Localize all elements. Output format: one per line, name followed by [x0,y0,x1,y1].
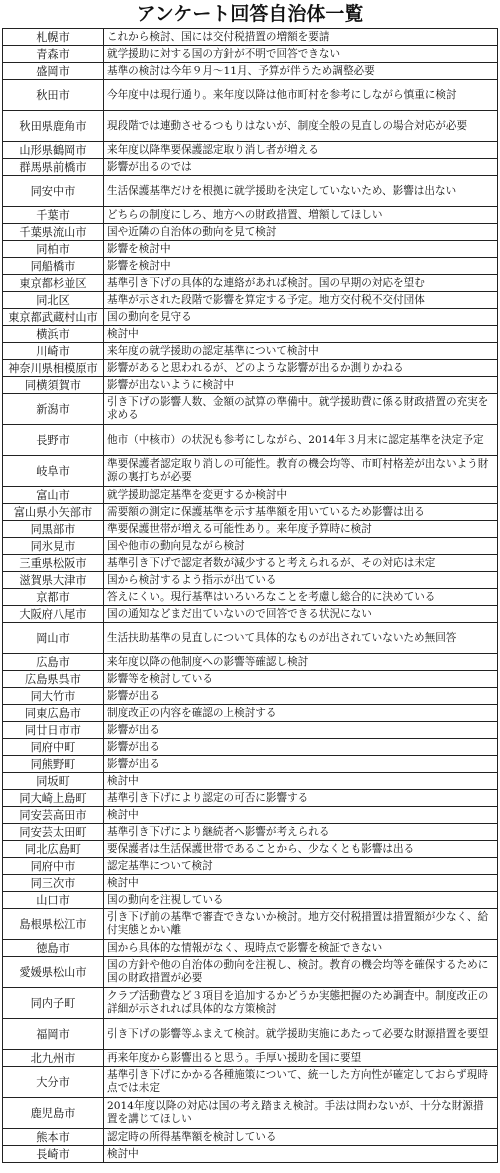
response-cell: 要保護者は生活保護世帯であることから、少なくとも影響は出る [104,841,498,858]
municipality-cell: 徳島市 [3,940,104,957]
municipality-cell: 岡山市 [3,623,104,654]
response-cell: 基準引き下げの具体的な連絡があれば検討。国の早期の対応を望む [104,275,498,292]
response-cell: 検討中 [104,773,498,790]
response-cell: 影響があると思われるが、どのような影響が出るか測りかねる [104,360,498,377]
table-row [3,258,498,275]
municipality-cell: 新潟市 [3,394,104,425]
response-cell: 国から検討するよう指示が出ている [104,572,498,589]
response-cell: これから検討、国には交付税措置の増額を要請 [104,29,498,46]
municipality-cell: 同氷見市 [3,538,104,555]
table-row [3,487,498,504]
response-cell: 国の動向を見守る [104,309,498,326]
response-cell: 国の方針や他の自治体の動向を注視し、検討。教育の機会均等を確保するために国の財政措置が必要 [104,957,498,988]
municipality-cell: 同安中市 [3,176,104,207]
municipality-cell: 川崎市 [3,343,104,360]
response-cell: 国の動向を注視している [104,892,498,909]
response-cell: 認定基準について検討 [104,858,498,875]
response-cell: 国から具体的な情報がなく、現時点で影響を検証できない [104,940,498,957]
table-row [3,555,498,572]
table-row [3,623,498,654]
response-cell: 需要額の測定に保護基準を示す基準額を用いているため影響は出る [104,504,498,521]
municipality-cell: 同坂町 [3,773,104,790]
municipality-cell: 富山市 [3,487,104,504]
municipality-cell: 愛媛県松山市 [3,957,104,988]
table-row [3,425,498,456]
table-row [3,207,498,224]
response-cell: 制度改正の内容を確認の上検討する [104,705,498,722]
table-row [3,957,498,988]
table-row [3,159,498,176]
response-cell: 影響等を検討している [104,671,498,688]
municipality-cell: 山口市 [3,892,104,909]
response-cell: 影響が出ないように検討中 [104,377,498,394]
municipality-cell: 同安芸高田市 [3,807,104,824]
table-row [3,773,498,790]
table-row [3,824,498,841]
table-row [3,756,498,773]
response-cell: 基準の検討は今年９月～11月、予算が伴うため調整必要 [104,63,498,80]
municipality-cell: 同黒部市 [3,521,104,538]
table-row [3,1098,498,1129]
table-row [3,722,498,739]
response-cell: 検討中 [104,807,498,824]
table-row [3,688,498,705]
municipality-cell: 北九州市 [3,1050,104,1067]
response-cell: 就学援助認定基準を変更するか検討中 [104,487,498,504]
table-row [3,790,498,807]
municipality-cell: 同東広島市 [3,705,104,722]
table-row [3,739,498,756]
table-row [3,892,498,909]
table-row [3,572,498,589]
municipality-cell: 岐阜市 [3,456,104,487]
response-cell: 来年度以降準要保護認定取り消し者が増える [104,142,498,159]
table-row [3,858,498,875]
municipality-cell: 三重県松阪市 [3,555,104,572]
municipality-cell: 京都市 [3,589,104,606]
response-cell: クラブ活動費など３項目を追加するかどうか実態把握のため調査中。制度改正の詳細が示されれば具体的な方策検討 [104,988,498,1019]
table-row [3,988,498,1019]
response-cell: 準要保護世帯が増える可能性あり。来年度予算時に検討 [104,521,498,538]
response-cell: 影響を検討中 [104,258,498,275]
table-row [3,1129,498,1146]
table-row [3,606,498,623]
table-row [3,654,498,671]
municipality-cell: 同北区 [3,292,104,309]
response-cell: 認定時の所得基準額を検討している [104,1129,498,1146]
municipality-cell: 同北広島町 [3,841,104,858]
municipality-cell: 同横須賀市 [3,377,104,394]
municipality-cell: 同柏市 [3,241,104,258]
response-cell: 基準引き下げにより継続者へ影響が考えられる [104,824,498,841]
response-cell: 就学援助に対する国の方針が不明で回答できない [104,46,498,63]
table-row [3,875,498,892]
response-cell: どちらの制度にしろ、地方への財政措置、増額してほしい [104,207,498,224]
response-cell: 検討中 [104,1146,498,1163]
table-row [3,909,498,940]
table-row [3,377,498,394]
response-cell: 他市（中核市）の状況も参考にしながら、2014年３月末に認定基準を決定予定 [104,425,498,456]
response-cell: 検討中 [104,326,498,343]
table-row [3,46,498,63]
table-row [3,705,498,722]
municipality-cell: 東京都杉並区 [3,275,104,292]
response-cell: 影響が出るのでは [104,159,498,176]
table-row [3,292,498,309]
municipality-cell: 同安芸太田町 [3,824,104,841]
table-row [3,538,498,555]
response-cell: 今年度中は現行通り。来年度以降は他市町村を参考にしながら慎重に検討 [104,80,498,111]
table-row [3,456,498,487]
municipality-cell: 群馬県前橋市 [3,159,104,176]
municipality-cell: 熊本市 [3,1129,104,1146]
table-row [3,1067,498,1098]
municipality-cell: 鹿児島市 [3,1098,104,1129]
response-cell: 国や他市の動向見ながら検討 [104,538,498,555]
municipality-cell: 大分市 [3,1067,104,1098]
municipality-cell: 山形県鶴岡市 [3,142,104,159]
municipality-cell: 神奈川県相模原市 [3,360,104,377]
municipality-cell: 同大竹市 [3,688,104,705]
response-cell: 基準引き下げにより認定の可否に影響する [104,790,498,807]
table-row [3,807,498,824]
response-cell: 影響が出る [104,722,498,739]
municipality-cell: 東京都武蔵村山市 [3,309,104,326]
response-cell: 引き下げの影響等ふまえて検討。就学援助実施にあたって必要な財源措置を要望 [104,1019,498,1050]
municipality-cell: 横浜市 [3,326,104,343]
table-row [3,589,498,606]
table-row [3,29,498,46]
response-cell: 来年度の就学援助の認定基準について検討中 [104,343,498,360]
municipality-cell: 同府中町 [3,739,104,756]
table-row [3,671,498,688]
response-cell: 基準引き下げにかかる各種施策について、統一した方向性が確定しておらず現時点では未定 [104,1067,498,1098]
municipality-cell: 広島県呉市 [3,671,104,688]
municipality-cell: 富山県小矢部市 [3,504,104,521]
response-cell: 影響が出る [104,756,498,773]
table-row [3,521,498,538]
municipality-cell: 札幌市 [3,29,104,46]
table-row [3,224,498,241]
municipality-cell: 千葉市 [3,207,104,224]
municipality-cell: 福岡市 [3,1019,104,1050]
municipality-cell: 千葉県流山市 [3,224,104,241]
municipality-cell: 青森市 [3,46,104,63]
response-cell: 影響を検討中 [104,241,498,258]
response-cell: 生活保護基準だけを根拠に就学援助を決定していないため、影響は出ない [104,176,498,207]
response-cell: 引き下げの影響人数、金額の試算の準備中。就学援助費に係る財政措置の充実を求める [104,394,498,425]
response-cell: 影響が出る [104,688,498,705]
response-cell: 引き下げ前の基準で審査できないか検討。地方交付税措置は措置額が少なく、給付実態とかい離 [104,909,498,940]
table-row [3,309,498,326]
table-row [3,142,498,159]
municipality-cell: 大阪府八尾市 [3,606,104,623]
table-row [3,111,498,142]
table-row [3,80,498,111]
table-row [3,394,498,425]
response-cell: 来年度以降の他制度への影響等確認し検討 [104,654,498,671]
response-cell: 2014年度以降の対応は国の考え踏まえ検討。手法は問わないが、十分な財源措置を講じてほしい [104,1098,498,1129]
response-cell: 再来年度から影響出ると思う。手厚い援助を国に要望 [104,1050,498,1067]
response-cell: 基準が示された段階で影響を算定する予定。地方交付税不交付団体 [104,292,498,309]
table-row [3,63,498,80]
response-cell: 国や近隣の自治体の動向を見て検討 [104,224,498,241]
municipality-cell: 同内子町 [3,988,104,1019]
table-row [3,176,498,207]
table-row [3,504,498,521]
municipality-cell: 長野市 [3,425,104,456]
table-row [3,360,498,377]
response-cell: 生活扶助基準の見直しについて具体的なものが出されていないため無回答 [104,623,498,654]
table-row [3,1146,498,1163]
municipality-cell: 長崎市 [3,1146,104,1163]
table-row [3,326,498,343]
table-row [3,940,498,957]
municipality-cell: 島根県松江市 [3,909,104,940]
municipality-cell: 秋田市 [3,80,104,111]
table-row [3,241,498,258]
response-cell: 検討中 [104,875,498,892]
municipality-cell: 盛岡市 [3,63,104,80]
table-row [3,841,498,858]
response-cell: 基準引き下げで認定者数が減少すると考えられるが、その対応は未定 [104,555,498,572]
table-row [3,1050,498,1067]
municipality-cell: 秋田県鹿角市 [3,111,104,142]
table-row [3,1019,498,1050]
municipality-cell: 同廿日市市 [3,722,104,739]
page-title: アンケート回答自治体一覧 [136,3,364,25]
municipality-cell: 滋賀県大津市 [3,572,104,589]
response-cell: 現段階では連動させるつもりはないが、制度全般の見直しの場合対応が必要 [104,111,498,142]
response-table-body [3,29,498,1163]
response-cell: 国の通知などまだ出ていないので回答できる状況にない [104,606,498,623]
municipality-cell: 同熊野町 [3,756,104,773]
municipality-cell: 同府中市 [3,858,104,875]
municipality-cell: 同大崎上島町 [3,790,104,807]
table-row [3,275,498,292]
municipality-cell: 同三次市 [3,875,104,892]
response-cell: 影響が出る [104,739,498,756]
municipality-cell: 広島市 [3,654,104,671]
municipality-cell: 同船橋市 [3,258,104,275]
table-row [3,343,498,360]
response-cell: 答えにくい。現行基準はいろいろなことを考慮し総合的に決めている [104,589,498,606]
response-table [2,28,498,1163]
response-cell: 準要保護者認定取り消しの可能性。教育の機会均等、市町村格差が出ないよう財源の裏打ちが必要 [104,456,498,487]
